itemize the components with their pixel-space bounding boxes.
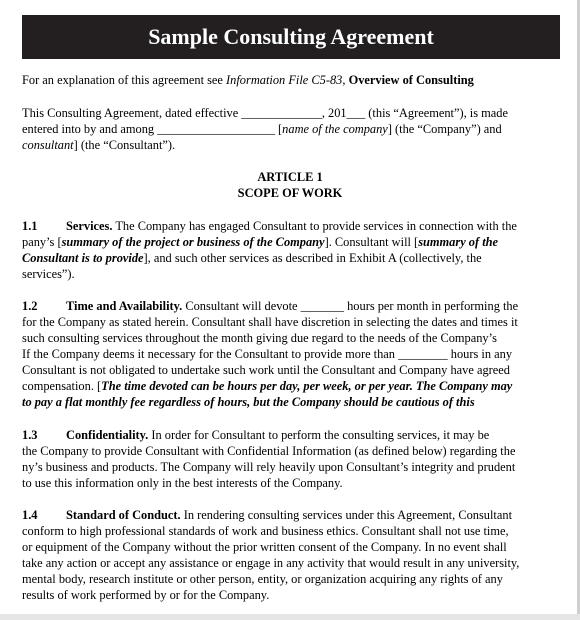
opening-line-3: consultant] (the “Consultant”).	[22, 138, 176, 152]
section-1-1-line-1: 1.1 Services. The Company has engaged Consultant to provide services in connection with the	[22, 219, 517, 233]
section-heading: Standard of Conduct.	[66, 508, 181, 522]
section-1-4-line-5: mental body, research institute or other person, entity, or organization acquiring any rights of any	[22, 572, 503, 586]
section-1-2-line-2: for the Company as stated herein. Consultant shall have discretion in selecting the dates and times it	[22, 315, 518, 329]
section-1-2-line-6: compensation. [The time devoted can be hours per day, per week, or per year. The Company may	[22, 379, 513, 393]
title-banner: Sample Consulting Agreement	[22, 15, 560, 59]
section-heading: Services.	[66, 219, 113, 233]
opening-line-1: This Consulting Agreement, dated effective _____________, 201___ (this “Agreement”), is made	[22, 106, 508, 120]
intro-line: For an explanation of this agreement see Information File C5-83, Overview of Consulting	[22, 73, 474, 87]
section-1-1-line-3: Consultant is to provide], and such other services as described in Exhibit A (collectively, the	[22, 251, 482, 265]
section-1-1-line-2: pany’s [summary of the project or business of the Company]. Consultant will [summary of the	[22, 235, 499, 249]
section-heading: Time and Availability.	[66, 299, 183, 313]
section-1-2-line-5: Consultant is not obligated to undertake such work until the Consultant and Company have agreed	[22, 363, 510, 377]
section-1-4-line-2: conform to high professional standards of work and business ethics. Consultant shall not use time,	[22, 524, 509, 538]
section-1-3-line-3: ny’s business and products. The Company will rely heavily upon Consultant’s integrity and prudent	[22, 460, 516, 474]
section-1-4-line-4: take any action or accept any assistance or engage in any activity that would result in any university,	[22, 556, 520, 570]
page-bottom-edge	[0, 614, 580, 620]
section-1-4-line-6: results of work performed by or for the Company.	[22, 588, 270, 602]
section-1-4-line-1: 1.4 Standard of Conduct. In rendering consulting services under this Agreement, Consultant	[22, 508, 513, 522]
article-subheading: SCOPE OF WORK	[237, 186, 343, 200]
section-1-3-line-4: to use this information only in the best interests of the Company.	[22, 476, 343, 490]
section-1-3-line-1: 1.3 Confidentiality. In order for Consultant to perform the consulting services, it may be	[22, 428, 490, 442]
section-1-3-line-2: the Company to provide Consultant with Confidential Information (as defined below) regarding the	[22, 444, 516, 458]
section-1-4-line-3: or equipment of the Company without the prior written consent of the Company. In no event shall	[22, 540, 507, 554]
article-heading: ARTICLE 1	[257, 170, 323, 184]
section-heading: Confidentiality.	[66, 428, 149, 442]
opening-line-2: entered into by and among ___________________ [name of the company] (the “Company”) and	[22, 122, 502, 136]
section-1-1-line-4: services”).	[22, 267, 75, 281]
section-1-2-line-3: such consulting services throughout the month giving due regard to the needs of the Company’s	[22, 331, 497, 345]
section-1-2-line-4: If the Company deems it necessary for the Consultant to provide more than ________ hours in any	[22, 347, 513, 361]
section-1-2-line-7: to pay a flat monthly fee regardless of hours, but the Company should be cautious of this	[22, 395, 475, 409]
section-1-2-line-1: 1.2 Time and Availability. Consultant will devote _______ hours per month in performing the	[22, 299, 519, 313]
